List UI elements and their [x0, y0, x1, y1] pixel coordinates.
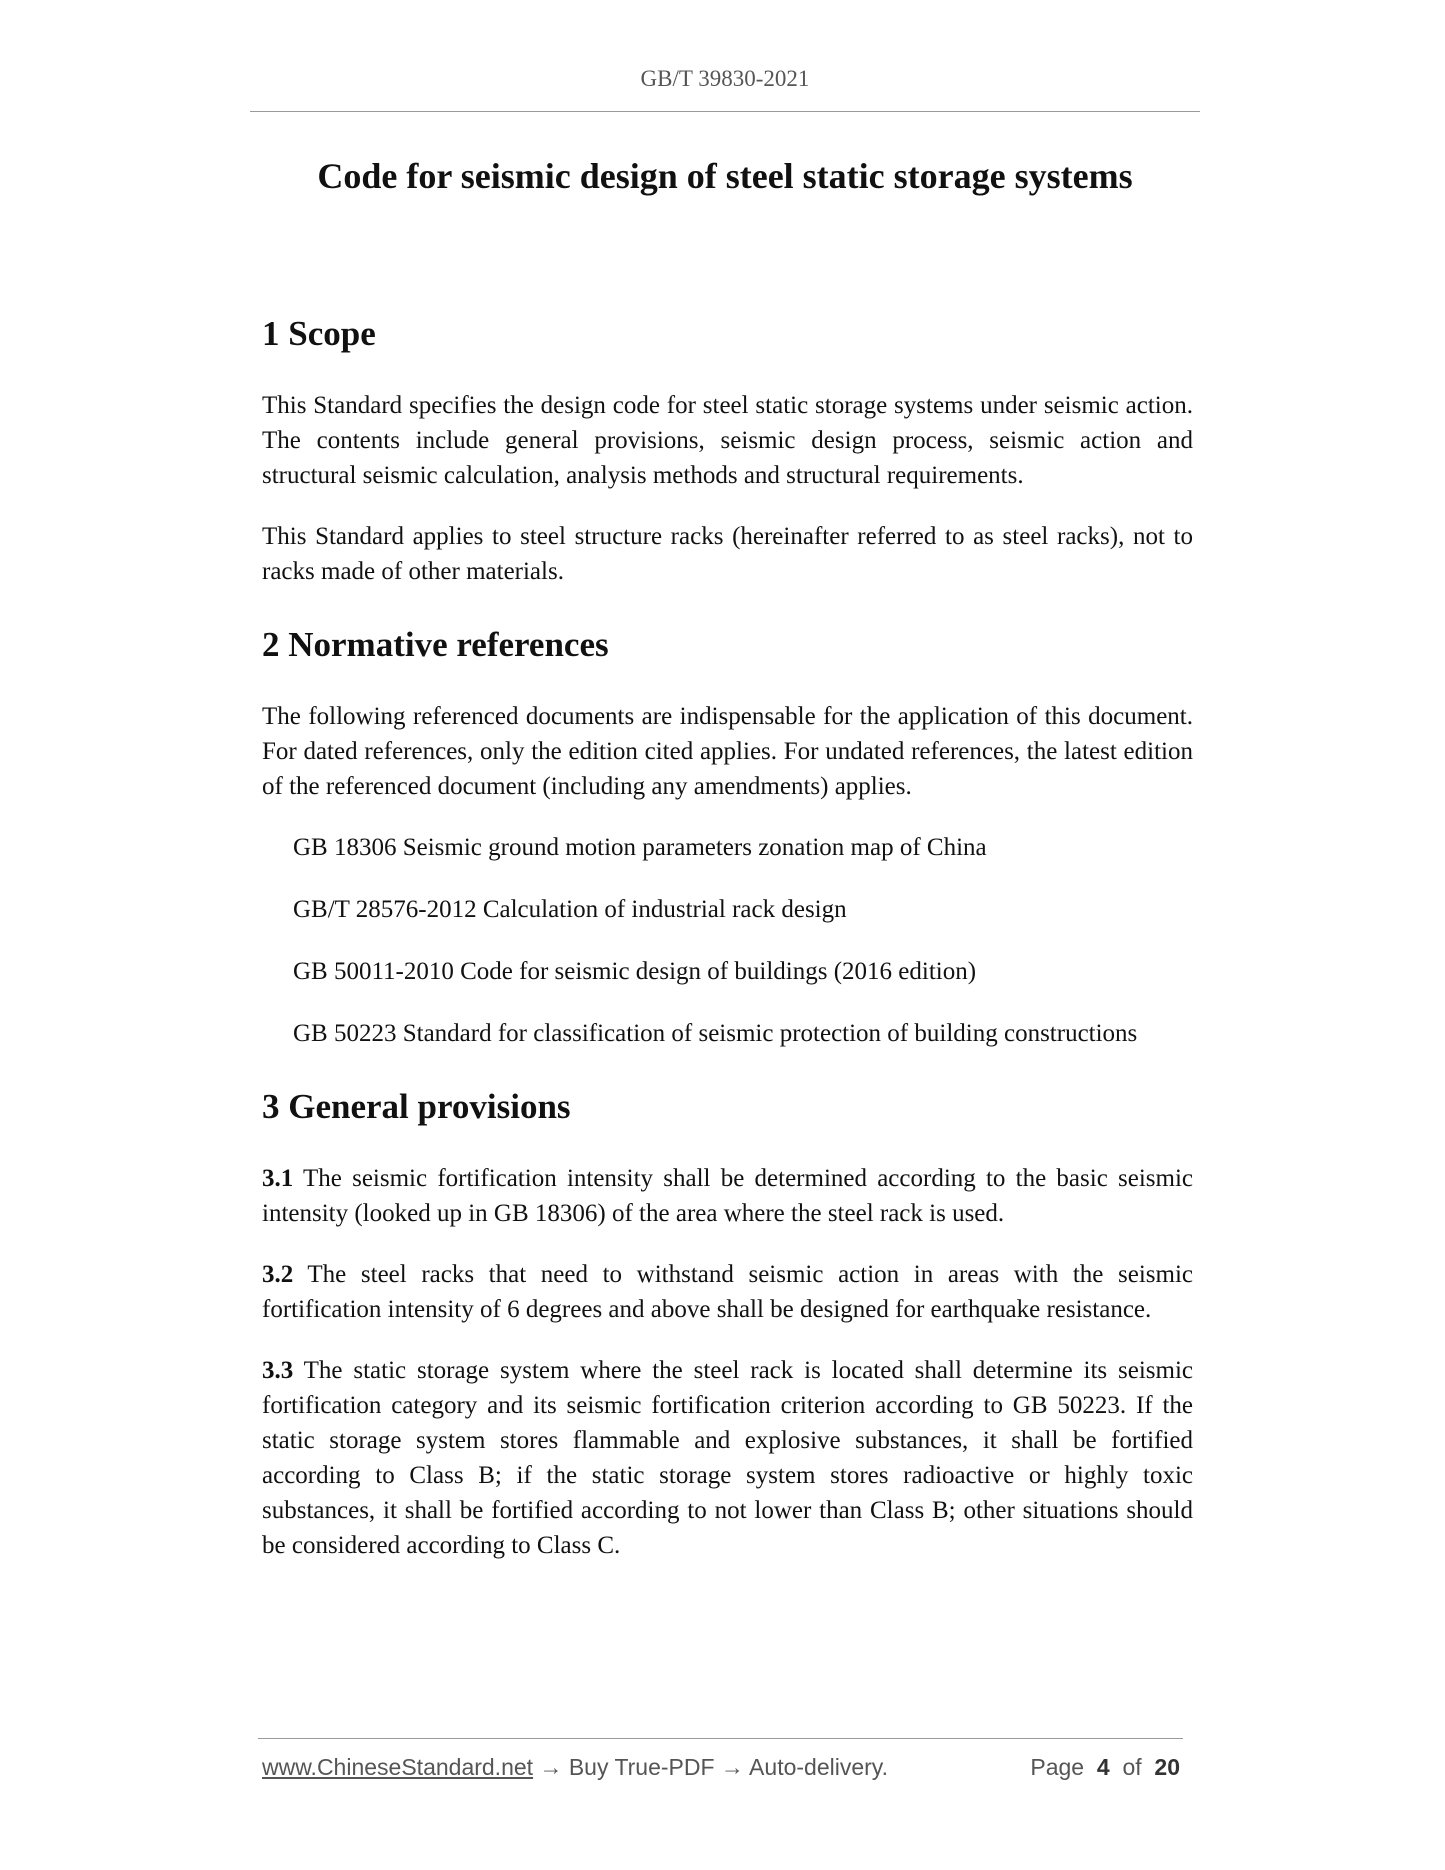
clause-number: 3.1 — [262, 1165, 294, 1192]
section-normative-references — [262, 623, 1193, 1051]
clause-3-2 — [262, 1257, 1193, 1327]
clause-text: The steel racks that need to withstand seismic action in areas with the seismic fortification intensity of 6 degrees and above shall be designed for earthquake resistance. — [262, 1261, 1193, 1323]
footer-promo — [262, 1754, 888, 1781]
clause-3-3 — [262, 1353, 1193, 1563]
header-divider — [250, 111, 1200, 112]
running-header: GB/T 39830-2021 — [640, 66, 810, 91]
promo-text: → Buy True-PDF → Auto-delivery. — [533, 1754, 888, 1780]
reference-item: GB 50011-2010 Code for seismic design of buildings (2016 edition) — [293, 958, 977, 985]
page-current: 4 — [1096, 1754, 1110, 1780]
reference-item: GB 50223 Standard for classification of seismic protection of building constructions — [293, 1020, 1138, 1047]
page-label: Page — [1030, 1754, 1085, 1780]
section-heading-normative: 2 Normative references — [262, 625, 609, 664]
clause-text: The seismic fortification intensity shall be determined according to the basic seismic intensity (looked up in GB 18306) of the area where the steel rack is used. — [262, 1165, 1193, 1227]
scope-paragraph-2: This Standard applies to steel structure racks (hereinafter referred to as steel racks), not to racks made of other materials. — [262, 523, 1193, 585]
page-total: 20 — [1154, 1754, 1180, 1780]
page-indicator — [1030, 1754, 1180, 1781]
clause-number: 3.2 — [262, 1261, 294, 1288]
clause-number: 3.3 — [262, 1357, 294, 1384]
clause-3-1 — [262, 1161, 1193, 1231]
section-heading-scope: 1 Scope — [262, 314, 376, 353]
reference-list — [262, 830, 1193, 1051]
site-link[interactable]: www.ChineseStandard.net — [262, 1754, 534, 1780]
scope-paragraph-1: This Standard specifies the design code for steel static storage systems under seismic action. The contents include general provisions, seismic design process, seismic action and structural seismic calculation, analysis methods and structural requirements. — [262, 392, 1193, 489]
section-general-provisions — [262, 1085, 1193, 1563]
footer-divider — [258, 1738, 1183, 1739]
reference-item: GB 18306 Seismic ground motion parameters zonation map of China — [293, 834, 987, 861]
page-of: of — [1122, 1754, 1142, 1780]
reference-item: GB/T 28576-2012 Calculation of industrial rack design — [293, 896, 847, 923]
document-body — [262, 312, 1193, 1597]
page-footer — [262, 1754, 1182, 1784]
section-scope — [262, 312, 1193, 589]
section-heading-general: 3 General provisions — [262, 1087, 571, 1126]
document-title: Code for seismic design of steel static storage systems — [317, 156, 1133, 196]
normative-intro: The following referenced documents are indispensable for the application of this document. For dated references, only the edition cited applies. For undated references, the latest edition of the referenced document (including any amendments) applies. — [262, 703, 1193, 800]
clause-text: The static storage system where the steel rack is located shall determine its seismic fortification category and its seismic fortification criterion according to GB 50223. If the static storage system stores flammable and explosive substances, it shall be fortified according to Class B; if the static storage system stores radioactive or highly toxic substances, it shall be fortified according to not lower than Class B; other situations should be considered according to Class C. — [262, 1357, 1193, 1559]
